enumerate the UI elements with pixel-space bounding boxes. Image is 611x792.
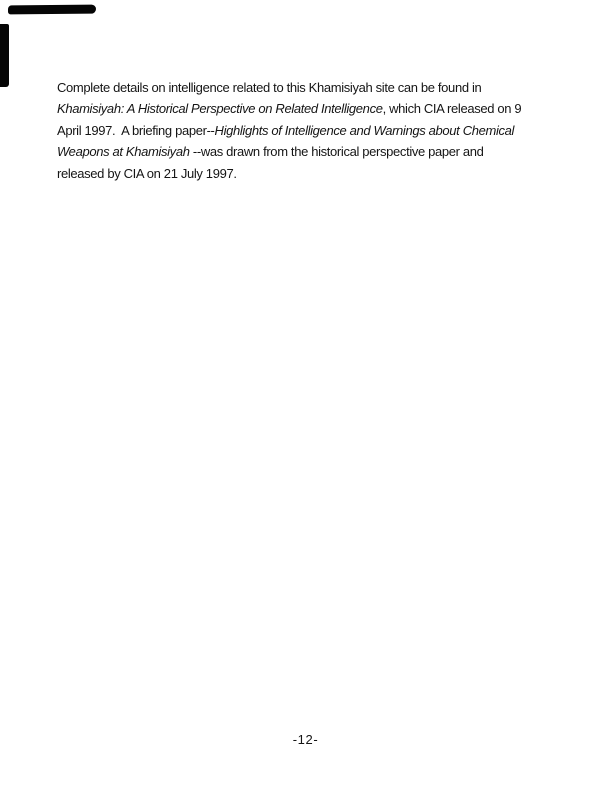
italic-title-text: Khamisiyah: A Historical Perspective on Related Intelligence [57, 101, 383, 117]
paragraph [57, 77, 577, 184]
text-run: released by CIA on 21 July 1997. [57, 165, 237, 181]
page-number: -12- [292, 732, 319, 747]
italic-title-text: Weapons at Khamisiyah [57, 144, 193, 160]
scan-artifact-top-streak [8, 5, 96, 15]
scan-artifact-left-edge-bar [0, 24, 9, 87]
italic-title-text: Highlights of Intelligence and Warnings about Chemical [214, 122, 515, 138]
text-run: --was drawn from the historical perspective paper and [192, 144, 484, 160]
paragraph-line [57, 77, 577, 98]
text-run: April 1997. A briefing paper-- [57, 122, 215, 138]
paragraph-line [57, 120, 577, 141]
paragraph-line [57, 163, 577, 184]
paragraph-line [57, 141, 577, 162]
text-run: , which CIA released on 9 [382, 101, 522, 117]
paragraph-line [57, 98, 577, 119]
text-run: Complete details on intelligence related to this Khamisiyah site can be found in [57, 80, 482, 95]
